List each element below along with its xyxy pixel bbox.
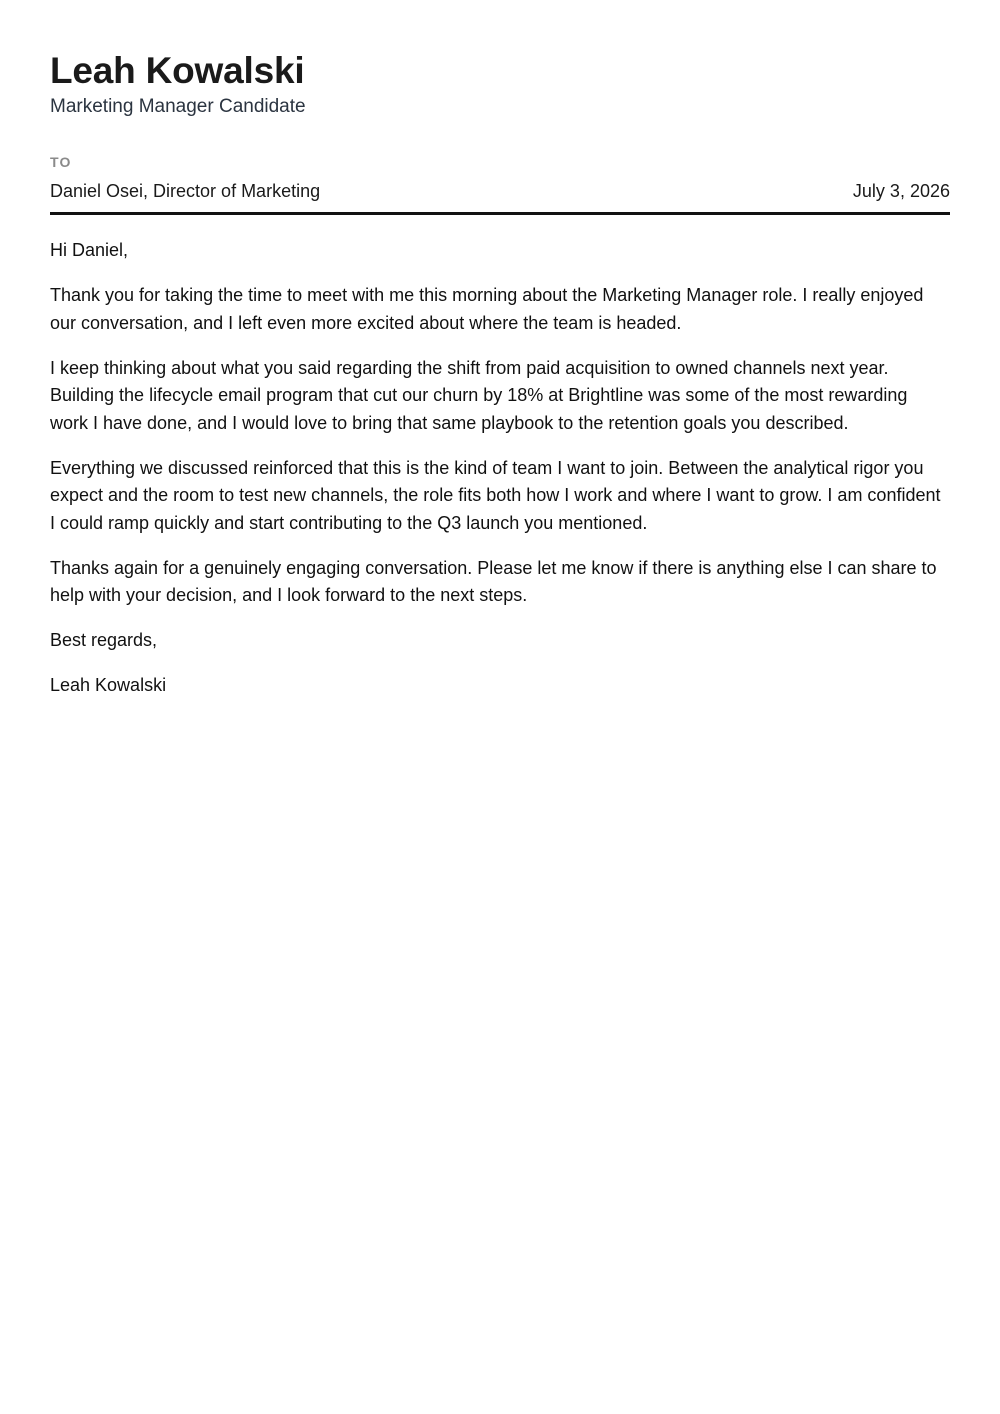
signature: Leah Kowalski (50, 675, 167, 695)
to-label: TO (50, 154, 72, 170)
greeting: Hi Daniel, (50, 240, 129, 260)
body-paragraph: Everything we discussed reinforced that this is the kind of team I want to join. Between the analytical rigor you expect and the room to test new channels, the role fits both how I work and where I want to grow. I am confident I could ramp quickly and start contributing to the Q3 launch you mentioned. (50, 457, 941, 533)
recipient-row (50, 179, 950, 215)
body-paragraph: Thanks again for a genuinely engaging conversation. Please let me know if there is anything else I can share to help with your decision, and I look forward to the next steps. (50, 557, 937, 605)
closing: Best regards, (50, 630, 158, 650)
letter-body (50, 237, 950, 700)
sender-name: Leah Kowalski (50, 50, 305, 91)
letter-header (50, 0, 950, 215)
sender-title: Marketing Manager Candidate (50, 96, 306, 117)
letter-date: July 3, 2026 (852, 181, 950, 201)
recipient-name: Daniel Osei, Director of Marketing (50, 181, 321, 201)
body-paragraph: Thank you for taking the time to meet with me this morning about the Marketing Manager role. I really enjoyed our conversation, and I left even more excited about where the team is headed. (50, 285, 924, 333)
body-paragraph: I keep thinking about what you said regarding the shift from paid acquisition to owned channels next year. Building the lifecycle email program that cut our churn by 18% at Brightline was some of the most rewarding work I have done, and I would love to bring that same playbook to the retention goals you described. (50, 357, 908, 433)
